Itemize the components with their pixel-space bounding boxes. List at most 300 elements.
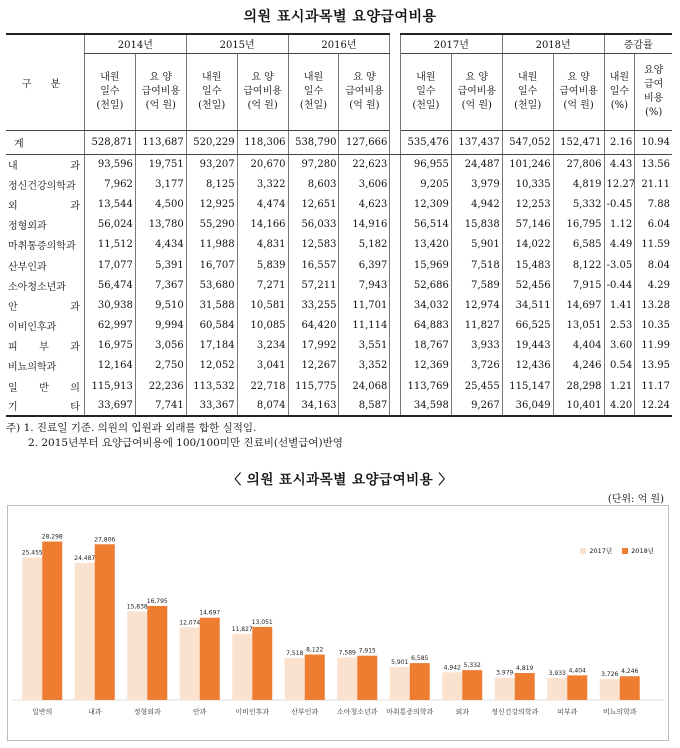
header-rate-cost-line: (%) xyxy=(644,106,663,118)
header-rate-cost-line: 비용 xyxy=(643,92,664,104)
table-cell: 4,474 xyxy=(237,194,288,214)
table-cell: 3,726 xyxy=(451,356,502,376)
table-cell: 4,819 xyxy=(553,174,604,194)
table-row xyxy=(6,376,672,396)
bar-2017 xyxy=(75,563,95,700)
stats-table xyxy=(6,33,672,417)
data-label: 15,838 xyxy=(126,603,148,611)
legend-label-2018: 2018년 xyxy=(631,547,654,555)
category-label: 이비인후과 xyxy=(235,708,270,716)
footnotes xyxy=(6,421,343,450)
header-cost xyxy=(451,53,502,130)
header-change-rate: 증감률 xyxy=(604,34,672,53)
table-cell: 1.41 xyxy=(604,295,635,315)
table-cell: 152,471 xyxy=(553,130,604,154)
table-cell: 30,938 xyxy=(84,295,135,315)
header-visits-line: 일수 xyxy=(416,85,436,97)
table-cell: 33,255 xyxy=(288,295,339,315)
row-label: 일 반 의 xyxy=(8,382,80,394)
table-cell: 8,603 xyxy=(288,174,339,194)
header-cost xyxy=(237,53,288,130)
table-cell: 93,596 xyxy=(84,154,135,174)
table-cell: 11,827 xyxy=(451,316,502,336)
table-cell: 113,769 xyxy=(407,380,449,392)
header-rate-cost xyxy=(635,53,672,130)
bar-2017 xyxy=(600,679,620,700)
table-cell: 13,544 xyxy=(84,194,135,214)
table-cell: 34,511 xyxy=(502,295,553,315)
header-visits-line: 일수 xyxy=(202,85,222,97)
table-cell: 14,697 xyxy=(553,295,604,315)
table-cell: 57,146 xyxy=(502,215,553,235)
header-visits xyxy=(502,53,553,130)
table-cell: 16,557 xyxy=(288,255,339,275)
table-cell: 11.17 xyxy=(635,376,672,396)
table-cell: 10,401 xyxy=(553,396,604,416)
header-visits xyxy=(84,53,135,130)
table-cell: 12,309 xyxy=(413,198,449,210)
table-cell: 127,666 xyxy=(339,130,390,154)
bar-2018 xyxy=(42,542,62,700)
table-cell: 4,500 xyxy=(135,194,186,214)
chart-title: 〈 의원 표시과목별 요양급여비용 〉 xyxy=(227,472,453,488)
header-visits-line: 내원 xyxy=(518,71,538,83)
header-cost-line: 요 양 xyxy=(465,71,489,83)
table-cell: 9,267 xyxy=(451,396,502,416)
table-cell: 3,933 xyxy=(451,336,502,356)
table-cell: 4,942 xyxy=(451,194,502,214)
bar-2018 xyxy=(410,663,430,700)
table-cell: 4,434 xyxy=(135,235,186,255)
table-cell: 5,391 xyxy=(135,255,186,275)
table-row xyxy=(6,174,672,194)
data-label: 5,332 xyxy=(463,662,481,670)
category-label: 비뇨의학과 xyxy=(602,708,637,716)
table-cell: 36,049 xyxy=(502,396,553,416)
category-label: 마취통증의학과 xyxy=(386,708,434,716)
table-cell: 7,943 xyxy=(339,275,390,295)
bar-2018 xyxy=(567,675,587,700)
header-cost-line: 요 양 xyxy=(353,71,376,83)
row-label: 내 과 xyxy=(8,160,80,172)
bar-2017 xyxy=(495,678,515,700)
header-cost-line: 급여비용 xyxy=(243,85,282,97)
table-cell: 3.60 xyxy=(604,336,635,356)
table-cell: 15,969 xyxy=(413,259,449,271)
table-cell: 15,838 xyxy=(451,215,502,235)
table-cell: 12,974 xyxy=(451,295,502,315)
category-label: 안과 xyxy=(192,708,207,716)
data-label: 8,122 xyxy=(306,646,324,654)
table-cell: 3,322 xyxy=(237,174,288,194)
table-cell: 9,510 xyxy=(135,295,186,315)
table-row xyxy=(6,130,672,154)
table-cell: 7.88 xyxy=(635,194,672,214)
table-cell: 56,024 xyxy=(84,215,135,235)
table-cell: 8,125 xyxy=(186,174,237,194)
header-cost-line: (억 원) xyxy=(349,99,380,111)
data-label: 4,819 xyxy=(516,665,534,673)
table-cell: 56,033 xyxy=(288,215,339,235)
bar-2017 xyxy=(390,667,410,700)
table-cell: 5,332 xyxy=(553,194,604,214)
data-label: 12,074 xyxy=(179,619,201,627)
table-cell: 538,790 xyxy=(288,130,339,154)
table-row xyxy=(6,295,672,315)
data-label: 13,051 xyxy=(251,618,273,626)
row-label: 정신건강의학과 xyxy=(8,180,76,192)
table-cell: 24,068 xyxy=(339,376,390,396)
table-cell: 12,164 xyxy=(84,356,135,376)
table-cell: 8,074 xyxy=(237,396,288,416)
table-cell: 60,584 xyxy=(186,316,237,336)
header-cost-line: 급여비용 xyxy=(457,85,497,97)
header-cost-line: (억 원) xyxy=(145,99,176,111)
bar-2018 xyxy=(462,670,482,700)
table-cell: 2,750 xyxy=(135,356,186,376)
table-row xyxy=(6,396,672,416)
table-cell: 4.49 xyxy=(604,235,635,255)
table-cell: 7,367 xyxy=(135,275,186,295)
table-cell: 22,236 xyxy=(135,376,186,396)
legend-swatch-2017 xyxy=(580,548,586,554)
table-cell: 115,913 xyxy=(84,376,135,396)
header-visits-line: 내원 xyxy=(303,71,324,83)
table-row xyxy=(6,336,672,356)
table-cell: 13.28 xyxy=(635,295,672,315)
table-cell: 16,707 xyxy=(186,255,237,275)
table-cell: 11,701 xyxy=(339,295,390,315)
header-visits-line: (천일) xyxy=(412,99,440,111)
data-label: 7,589 xyxy=(338,649,356,657)
table-row xyxy=(6,235,672,255)
chart-svg xyxy=(8,506,668,740)
legend-item-2018 xyxy=(622,546,654,555)
table-cell: 21.11 xyxy=(635,174,672,194)
row-label: 소아청소년과 xyxy=(8,281,66,293)
category-label: 정신건강의학과 xyxy=(491,708,539,716)
table-cell: 10,335 xyxy=(502,174,553,194)
header-cost-line: 요 양 xyxy=(251,71,274,83)
table-cell: 22,718 xyxy=(237,376,288,396)
category-label: 소아청소년과 xyxy=(336,708,378,716)
table-cell: 2.53 xyxy=(604,316,635,336)
header-year: 2016년 xyxy=(288,34,390,53)
bar-2018 xyxy=(200,618,220,700)
table-cell: 3,606 xyxy=(339,174,390,194)
table-cell: 3,979 xyxy=(451,174,502,194)
table-cell: 535,476 xyxy=(400,130,451,154)
legend-label-2017: 2017년 xyxy=(589,547,613,555)
table-cell: 3,234 xyxy=(237,336,288,356)
row-label: 정형외과 xyxy=(8,221,47,233)
table-cell: 11,512 xyxy=(84,235,135,255)
table-row xyxy=(6,275,672,295)
table-cell: 4,404 xyxy=(553,336,604,356)
table-cell: 4,623 xyxy=(339,194,390,214)
table-cell: 16,795 xyxy=(553,215,604,235)
table-cell: 27,806 xyxy=(553,154,604,174)
table-cell: 17,077 xyxy=(84,255,135,275)
bar-2017 xyxy=(337,658,357,700)
table-cell: 7,589 xyxy=(451,275,502,295)
header-cost-line: 급여비용 xyxy=(559,85,598,97)
table-cell: 11.59 xyxy=(635,235,672,255)
table-cell: 1.21 xyxy=(604,376,635,396)
category-label: 정형외과 xyxy=(133,708,161,716)
header-visits-line: 내원 xyxy=(100,71,120,83)
bar-2017 xyxy=(127,611,147,700)
table-cell: 118,306 xyxy=(237,130,288,154)
data-label: 4,246 xyxy=(621,668,639,676)
table-cell: 33,367 xyxy=(186,396,237,416)
table-cell: 64,883 xyxy=(413,320,449,332)
header-visits-line: 내원 xyxy=(202,71,222,83)
data-label: 6,585 xyxy=(411,655,429,663)
header-cost-line: 급여비용 xyxy=(141,85,181,97)
legend-item-2017 xyxy=(580,546,612,555)
data-label: 4,404 xyxy=(568,667,586,675)
table-cell: 12,267 xyxy=(288,356,339,376)
table-cell: 520,229 xyxy=(186,130,237,154)
data-label: 24,487 xyxy=(74,554,96,562)
table-cell: 137,437 xyxy=(451,130,502,154)
data-label: 3,933 xyxy=(548,669,566,677)
table-cell: 12,052 xyxy=(186,356,237,376)
header-rate-visits-line: (%) xyxy=(610,99,629,111)
header-rate-cost-line: 요양 xyxy=(643,64,664,76)
table-cell: 8.04 xyxy=(635,255,672,275)
table-cell: 2.16 xyxy=(604,130,635,154)
table-cell: 5,839 xyxy=(237,255,288,275)
table-cell: 8,122 xyxy=(553,255,604,275)
table-cell: 31,588 xyxy=(186,295,237,315)
data-label: 7,518 xyxy=(286,649,304,657)
bar-2018 xyxy=(357,656,377,700)
table-cell: 7,962 xyxy=(84,174,135,194)
table-cell: 33,697 xyxy=(84,396,135,416)
legend-swatch-2018 xyxy=(622,548,628,554)
bar-2017 xyxy=(285,658,305,700)
table-cell: 9,205 xyxy=(420,178,449,190)
header-visits-line: 일수 xyxy=(303,85,324,97)
table-cell: 3,177 xyxy=(135,174,186,194)
header-year: 2018년 xyxy=(502,34,604,53)
table-cell: 19,443 xyxy=(502,336,553,356)
category-label: 외과 xyxy=(455,708,470,716)
table-cell: 13.56 xyxy=(635,154,672,174)
table-cell: 52,686 xyxy=(413,279,449,291)
table-row xyxy=(6,356,672,376)
table-cell: 4.20 xyxy=(604,396,635,416)
table-cell: 528,871 xyxy=(84,130,135,154)
table-cell: 12,651 xyxy=(288,194,339,214)
table-cell: 12,583 xyxy=(288,235,339,255)
table-cell: 113,687 xyxy=(135,130,186,154)
table-cell: 5,901 xyxy=(451,235,502,255)
header-rate-visits-line: 일수 xyxy=(609,85,630,97)
table-cell: 64,420 xyxy=(288,316,339,336)
data-label: 4,942 xyxy=(443,664,461,672)
header-rate-visits xyxy=(604,53,635,130)
table-cell: 96,955 xyxy=(413,158,449,170)
header-cost xyxy=(135,53,186,130)
table-cell: 66,525 xyxy=(502,316,553,336)
header-cost-line: (억 원) xyxy=(563,99,594,111)
table-cell: 5,182 xyxy=(339,235,390,255)
header-gubun: 구 분 xyxy=(6,34,84,130)
header-cost-line: 요 양 xyxy=(149,71,173,83)
table-cell: 113,532 xyxy=(186,376,237,396)
bar-2017 xyxy=(232,634,252,700)
data-label: 3,979 xyxy=(496,669,514,677)
header-visits-line: 일수 xyxy=(100,85,120,97)
row-label: 기 타 xyxy=(6,396,84,416)
header-visits-line: 일수 xyxy=(518,85,538,97)
header-year: 2015년 xyxy=(186,34,288,53)
table-cell: 28,298 xyxy=(553,376,604,396)
table-cell: 547,052 xyxy=(502,130,553,154)
table-cell: 56,514 xyxy=(413,219,449,231)
category-label: 일반의 xyxy=(32,708,53,716)
header-visits xyxy=(288,53,339,130)
bar-2017 xyxy=(547,678,567,700)
unit-label: (단위: 억 원) xyxy=(607,494,664,505)
table-cell: 4,831 xyxy=(237,235,288,255)
header-visits-line: (천일) xyxy=(96,99,124,111)
data-label: 16,795 xyxy=(146,597,168,605)
table-row xyxy=(6,316,672,336)
bar-2018 xyxy=(95,544,115,700)
bar-2018 xyxy=(515,673,535,700)
bar-2017 xyxy=(22,557,42,700)
table-cell: 34,598 xyxy=(400,396,451,416)
table-cell: 13.95 xyxy=(635,356,672,376)
data-label: 14,697 xyxy=(199,609,221,617)
row-label: 안 과 xyxy=(8,301,80,313)
table-cell: 12.24 xyxy=(635,396,672,416)
data-label: 25,455 xyxy=(21,549,43,557)
table-cell: 57,211 xyxy=(288,275,339,295)
footnote: 주) 1. 진료일 기준. 의원의 입원과 외래를 합한 실적임. xyxy=(6,422,257,434)
bar-2018 xyxy=(147,606,167,700)
table-cell: 3,352 xyxy=(339,356,390,376)
header-visits-line: 내원 xyxy=(416,71,436,83)
table-cell: 16,975 xyxy=(84,336,135,356)
table-cell: 11,988 xyxy=(186,235,237,255)
table-row xyxy=(6,215,672,235)
table-cell: 20,670 xyxy=(237,154,288,174)
table-cell: 12,436 xyxy=(502,356,553,376)
table-cell: 24,487 xyxy=(451,154,502,174)
header-cost xyxy=(339,53,390,130)
bar-2018 xyxy=(305,655,325,700)
header-cost-line: 요 양 xyxy=(567,71,590,83)
data-label: 3,726 xyxy=(601,671,619,679)
bar-2018 xyxy=(252,627,272,700)
table-cell: 7,915 xyxy=(553,275,604,295)
table-cell: 115,147 xyxy=(502,376,553,396)
table-cell: 4.43 xyxy=(604,154,635,174)
table-cell: 12,925 xyxy=(186,194,237,214)
row-label: 마취통증의학과 xyxy=(8,241,76,253)
data-label: 7,915 xyxy=(358,647,376,655)
row-label: 이비인후과 xyxy=(8,322,57,334)
table-cell: 55,290 xyxy=(186,215,237,235)
table-cell: 93,207 xyxy=(186,154,237,174)
category-label: 산부인과 xyxy=(291,708,319,716)
table-row xyxy=(6,154,672,174)
table-cell: 56,474 xyxy=(84,275,135,295)
row-label: 계 xyxy=(6,130,84,154)
table-cell: 14,022 xyxy=(502,235,553,255)
table-cell: 10,581 xyxy=(237,295,288,315)
table-cell: 53,680 xyxy=(186,275,237,295)
table-cell: 7,518 xyxy=(451,255,502,275)
page-title: 의원 표시과목별 요양급여비용 xyxy=(243,9,437,25)
table-cell: 12.27 xyxy=(604,174,635,194)
table-cell: 8,587 xyxy=(339,396,390,416)
table-cell: 97,280 xyxy=(288,154,339,174)
table-cell: -0.45 xyxy=(604,194,635,214)
table-cell: 25,455 xyxy=(451,376,502,396)
header-visits xyxy=(186,53,237,130)
table-cell: 101,246 xyxy=(502,154,553,174)
table-cell: 22,623 xyxy=(339,154,390,174)
table-cell: 34,032 xyxy=(413,299,449,311)
header-year: 2017년 xyxy=(400,34,502,53)
table-cell: 12,369 xyxy=(413,360,449,372)
table-cell: -0.44 xyxy=(604,275,635,295)
table-cell: 19,751 xyxy=(135,154,186,174)
header-cost-line: (억 원) xyxy=(247,99,278,111)
header-visits-line: (천일) xyxy=(299,99,328,111)
table-cell: 11.99 xyxy=(635,336,672,356)
bar-2017 xyxy=(180,627,200,700)
table-cell: 1.12 xyxy=(604,215,635,235)
table-cell: 52,456 xyxy=(502,275,553,295)
table-cell: 14,916 xyxy=(339,215,390,235)
table-cell: 4,246 xyxy=(553,356,604,376)
table-cell: 0.54 xyxy=(604,356,635,376)
data-label: 11,827 xyxy=(231,625,253,633)
table-cell: 18,767 xyxy=(413,340,449,352)
table-cell: 6,397 xyxy=(339,255,390,275)
bar-2017 xyxy=(442,672,462,700)
data-label: 5,901 xyxy=(391,658,409,666)
row-label: 산부인과 xyxy=(8,261,47,273)
row-label: 피 부 과 xyxy=(8,342,80,354)
table-cell: 17,184 xyxy=(186,336,237,356)
table-cell: 13,051 xyxy=(553,316,604,336)
header-rate-cost-line: 급여 xyxy=(643,78,664,90)
table-cell: -3.05 xyxy=(604,255,635,275)
header-visits-line: (천일) xyxy=(198,99,226,111)
table-cell: 115,775 xyxy=(288,376,339,396)
table-cell: 3,041 xyxy=(237,356,288,376)
footnote: 2. 2015년부터 요양급여비용에 100/100미만 진료비(선별급여)반영 xyxy=(28,436,343,449)
data-label: 27,806 xyxy=(94,536,116,544)
row-label: 외 과 xyxy=(8,200,80,212)
table-cell: 12,253 xyxy=(502,194,553,214)
table-row xyxy=(6,255,672,275)
table-cell: 17,992 xyxy=(288,336,339,356)
table-cell: 10,085 xyxy=(237,316,288,336)
table-cell: 13,420 xyxy=(413,239,449,251)
header-cost xyxy=(553,53,604,130)
header-cost-line: 급여비용 xyxy=(345,85,384,97)
table-cell: 6.04 xyxy=(635,215,672,235)
